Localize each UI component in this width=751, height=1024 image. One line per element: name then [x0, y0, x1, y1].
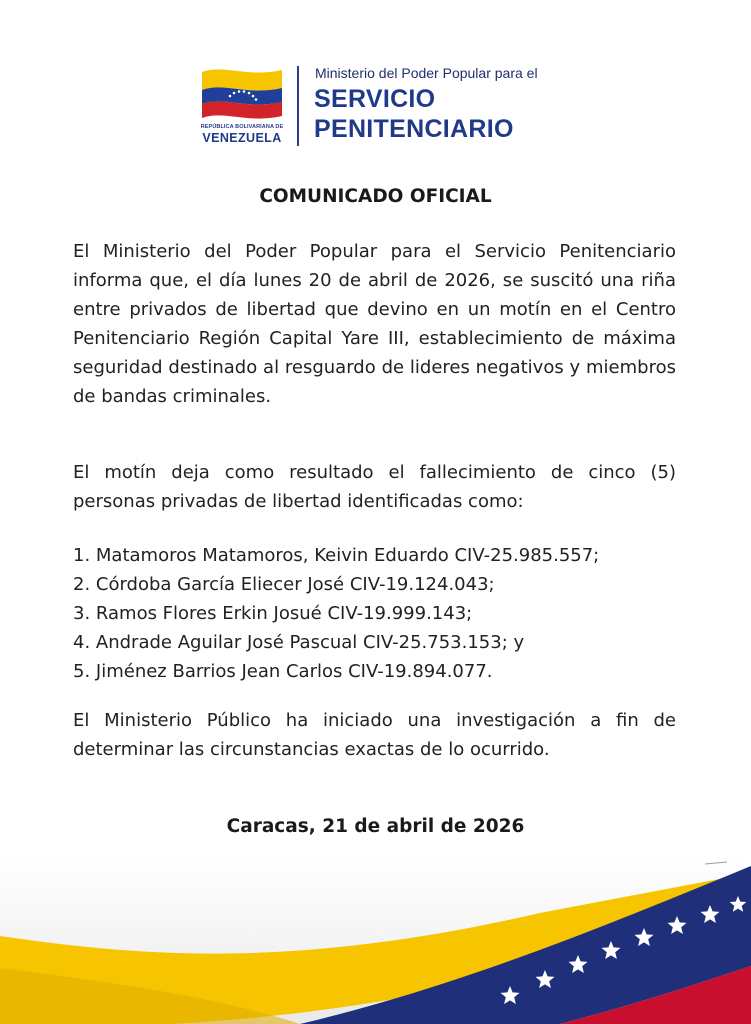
list-item: 3. Ramos Flores Erkin Josué CIV-19.999.143;: [73, 603, 473, 624]
header-divider: [297, 66, 299, 146]
venezuela-flag-logo: [196, 62, 286, 124]
country-small-label: REPÚBLICA BOLIVARIANA DE: [200, 124, 284, 130]
place-date: Caracas, 21 de abril de 2026: [226, 816, 525, 837]
list-item: 1. Matamoros Matamoros, Keivin Eduardo CIV-25.985.557;: [73, 545, 600, 566]
service-title: [314, 84, 514, 144]
list-item: 4. Andrade Aguilar José Pascual CIV-25.753.153; y: [73, 632, 525, 653]
paragraph-result: El motín deja como resultado el fallecimiento de cinco (5) personas privadas de libertad identificadas como:: [73, 462, 676, 512]
header: [0, 0, 751, 170]
country-label: VENEZUELA: [202, 131, 282, 145]
paragraph-investigation: El Ministerio Público ha iniciado una investigación a fin de determinar las circunstancias exactas de lo ocurrido.: [73, 710, 676, 760]
ministry-line: Ministerio del Poder Popular para el: [315, 65, 538, 81]
document-title: COMUNICADO OFICIAL: [259, 186, 492, 207]
service-title-line2: PENITENCIARIO: [314, 115, 514, 143]
service-title-line1: SERVICIO: [314, 85, 436, 113]
list-item: 5. Jiménez Barrios Jean Carlos CIV-19.894.077.: [73, 661, 493, 682]
deceased-list: [73, 541, 693, 686]
footer-flag-wave: [0, 858, 751, 1024]
list-item: 2. Córdoba García Eliecer José CIV-19.124.043;: [73, 574, 495, 595]
paragraph-intro: El Ministerio del Poder Popular para el Servicio Penitenciario informa que, el día lunes 20 de abril de 2026, se suscitó una riña entre privados de libertad que devino en un motín en el Centro Penitenciario Región Capital Yare III, establecimiento de máxima seguridad destinado al resguardo de lideres negativos y miembros de bandas criminales.: [73, 241, 676, 407]
